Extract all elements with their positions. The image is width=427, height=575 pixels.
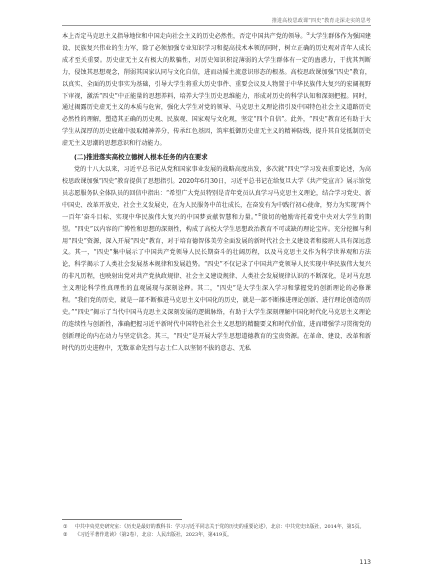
header-rule [62,25,371,26]
paragraph-text: 党的十八大以来，习近平总书记从党和国家事业发展的战略高度出发，多次就“四史”学习发表重要论述，为高校思政课加强“四史”教育提供了思想指引。2020年6月30日，习近平总书记在给复旦大学《共产党宣言》展示馆党员志愿服务队全体队员的回信中指出：“希望广大党员特别是青年党员认真学习马克思主义理论，结合学习党史、新中国史、改革开放史、社会主义发展史，在为人民服务中茁壮成长，在奋发有为中践行初心使命，努力为实现‘两个一百年’奋斗目标、实现中华民族伟大复兴的中国梦贡献智慧和力量。” [62,166,371,221]
footnotes [62,523,371,539]
body-text [62,31,371,355]
paragraph-text: 殷切的勉励寄托着党中央对大学生的期望。“四史”以内容的广博性和思想的深刻性，构成了高校大学生思想政治教育不可或缺的理论宝库。充分挖掘与利用“四史”资源，深入开展“四史”教育，对于培育德智体美劳全面发展的新时代社会主义建设者和接班人具有深远意义。其一，“四史”集中展示了中国共产党领导人民长期奋斗的壮阔历程，以及马克思主义作为科学世界观和方法论，科学揭示了人类社会发展基本规律和发展趋势。“四史”不仅记录了中国共产党领导人民实现中华民族伟大复兴的非凡历程，也映射出党对共产党执政规律、社会主义建设规律、人类社会发展规律认识的不断深化，是对马克思主义理论科学性真理性的直观展现与深刻诠释。其二，“四史”是大学生深入学习和掌握党的创新理论的必修课程。“我们党的历史，就是一部不断推进马克思主义中国化的历史，就是一部不断推进理论创新、进行理论创造的历史。”“四史”揭示了当代中国马克思主义深刻发展的逻辑脉络，有助于大学生深刻理解中国化时代化马克思主义理论的连续性与创新性，准确把握习近平新时代中国特色社会主义思想的精髓要义和时代价值，进而增强学习贯彻党的创新理论的内在动力与坚定信念。其三，“四史”是开展大学生思想道德教育的宝贵资源。在革命、建设、改革和新时代的历史进程中，无数革命先烈与志士仁人以坚韧不拔的意志、无私 [62,213,371,352]
running-head: 推进高校思政课“四史”教育走深走实的思考 [271,18,371,24]
footnote-text: 中共中央党史研究室：《历史是最好的教科书：学习习近平同志关于党的历史的重要论述》，北京：中共党史出版社，2014年，第5页。 [75,524,365,530]
footnote [62,523,371,531]
footnote-mark: ② [63,532,68,538]
paragraph-text: 本上否定马克思主义指导地位和中国走向社会主义的历史必然性，否定中国共产党的领导。 [62,33,307,40]
footnote-ref: ① [306,30,310,36]
page-number: 113 [359,559,371,566]
paragraph [62,31,371,150]
section-heading: (二)推进落实高校立德树人根本任务的内在要求 [74,153,208,162]
footnote-ref: ② [257,211,262,217]
footnote-text: 《习近平著作选读》（第2卷），北京：人民出版社，2023年，第419页。 [75,532,232,538]
footnote [62,531,371,539]
paragraph-text: 大学生群体作为强国建设、民族复兴伟业的生力军，除了必须加强专业知识学习和提高技术本领的同时，树立正确的历史观对青年人成长成才至关重要。历史虚无主义有极大的欺骗性，对历史知识积淀薄弱的大学生群体有一定的蛊惑力，干扰其判断力，侵蚀其思想观念，削弱其国家认同与文化自信，进而动摇主流意识形态的根基。高校思政课加强“四史”教育，以真实、全面的历史事实为基础，引导大学生将重大历史事件、重要会议及人物置于中华民族伟大复兴的宏阔视野下审视，激活“四史”中正能量的思想养料，培养大学生历史思维能力，形成对历史的科学认知和深刻把握。同时，通过揭露历史虚无主义的本质与危害，强化大学生对党的领导、马克思主义理论指引及中国特色社会主义道路历史必然性的理解，塑造其正确的历史观、民族观、国家观与文化观，坚定“四个自信”。此外，“四史”教育还有助于大学生从深厚的历史底蕴中汲取精神养分，传承红色基因，筑牢抵御历史虚无主义的精神防线，提升其自觉抵制历史虚无主义思潮的思想意识和行动能力。 [62,33,372,148]
footnote-mark: ① [63,524,68,530]
footnote-rule [62,519,182,520]
paragraph [62,164,371,355]
